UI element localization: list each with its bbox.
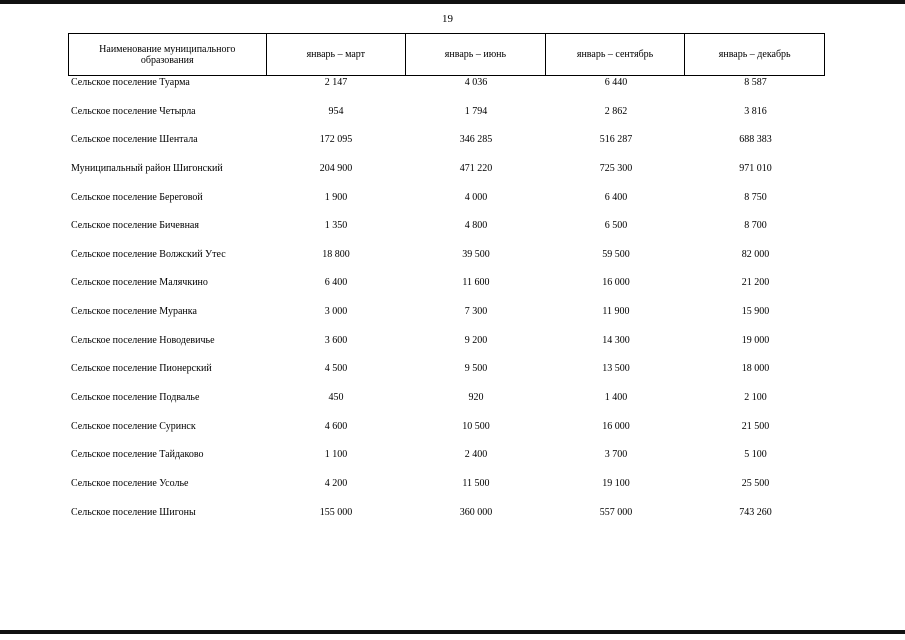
table-row bbox=[68, 163, 825, 192]
year-cell: 8 750 bbox=[744, 191, 767, 203]
q1-cell: 4 600 bbox=[324, 420, 348, 432]
h1-cell: 346 285 bbox=[459, 134, 493, 146]
name-cell: Сельское поселение Береговой bbox=[71, 191, 203, 203]
9m-cell: 1 400 bbox=[604, 392, 628, 404]
q1-cell: 1 100 bbox=[324, 449, 348, 461]
h1-cell: 10 500 bbox=[462, 420, 490, 432]
year-cell: 21 200 bbox=[741, 277, 770, 289]
table-row bbox=[68, 277, 825, 306]
table-row bbox=[68, 249, 825, 278]
9m-cell: 13 500 bbox=[602, 363, 630, 375]
h1-cell: 360 000 bbox=[459, 506, 493, 518]
q1-cell: 4 500 bbox=[324, 363, 348, 375]
year-cell: 21 500 bbox=[741, 420, 770, 432]
name-cell: Сельское поселение Подвалье bbox=[71, 392, 200, 404]
table-row bbox=[68, 77, 825, 106]
name-cell: Сельское поселение Суринск bbox=[71, 420, 196, 432]
year-cell: 743 260 bbox=[739, 506, 772, 518]
9m-cell: 725 300 bbox=[599, 162, 633, 174]
name-cell: Сельское поселение Тайдаково bbox=[71, 449, 204, 461]
h1-cell: 9 500 bbox=[464, 363, 488, 375]
year-cell: 2 100 bbox=[744, 392, 767, 404]
q1-cell: 450 bbox=[328, 392, 344, 404]
h1-cell: 4 800 bbox=[464, 220, 488, 232]
year-cell: 5 100 bbox=[744, 449, 767, 461]
9m-cell: 6 500 bbox=[604, 220, 628, 232]
h1-cell: 1 794 bbox=[464, 105, 488, 117]
name-cell: Сельское поселение Муранка bbox=[71, 306, 197, 318]
header-h1: январь – июнь bbox=[406, 34, 546, 75]
header-year: январь – декабрь bbox=[718, 49, 791, 60]
9m-cell: 557 000 bbox=[599, 506, 633, 518]
name-cell: Сельское поселение Волжский Утес bbox=[71, 248, 226, 260]
year-cell: 19 000 bbox=[741, 334, 770, 346]
name-cell: Сельское поселение Бичевная bbox=[71, 220, 199, 232]
table-body bbox=[68, 77, 825, 535]
header-municipality: Наименование муниципального образования bbox=[69, 34, 267, 75]
h1-cell: 9 200 bbox=[464, 334, 488, 346]
9m-cell: 19 100 bbox=[602, 477, 630, 489]
h1-cell: 39 500 bbox=[462, 248, 490, 260]
table-row bbox=[68, 335, 825, 364]
9m-cell: 516 287 bbox=[599, 134, 633, 146]
table-header bbox=[68, 33, 825, 76]
9m-cell: 59 500 bbox=[602, 248, 630, 260]
h1-cell: 4 000 bbox=[464, 191, 488, 203]
name-cell: Сельское поселение Шентала bbox=[71, 134, 198, 146]
year-cell: 971 010 bbox=[739, 162, 772, 174]
table-row bbox=[68, 507, 825, 536]
q1-cell: 954 bbox=[328, 105, 344, 117]
9m-cell: 14 300 bbox=[602, 334, 630, 346]
top-rule bbox=[0, 0, 905, 4]
table-row bbox=[68, 106, 825, 135]
q1-cell: 6 400 bbox=[324, 277, 348, 289]
h1-cell: 2 400 bbox=[464, 449, 488, 461]
name-cell: Сельское поселение Туарма bbox=[71, 77, 190, 88]
9m-cell: 6 440 bbox=[604, 77, 628, 88]
year-cell: 82 000 bbox=[741, 248, 770, 260]
name-cell: Сельское поселение Новодевичье bbox=[71, 334, 215, 346]
9m-cell: 16 000 bbox=[602, 420, 630, 432]
table-row bbox=[68, 392, 825, 421]
name-cell: Сельское поселение Четырла bbox=[71, 105, 196, 117]
year-cell: 3 816 bbox=[744, 105, 767, 117]
h1-cell: 11 500 bbox=[462, 477, 490, 489]
name-cell: Сельское поселение Шигоны bbox=[71, 506, 196, 518]
table-row bbox=[68, 449, 825, 478]
q1-cell: 2 147 bbox=[324, 77, 348, 88]
table-row bbox=[68, 134, 825, 163]
table-row bbox=[68, 220, 825, 249]
h1-cell: 11 600 bbox=[462, 277, 490, 289]
name-cell: Сельское поселение Малячкино bbox=[71, 277, 208, 289]
name-cell: Муниципальный район Шигонский bbox=[71, 162, 223, 174]
h1-cell: 920 bbox=[468, 392, 484, 404]
q1-cell: 172 095 bbox=[319, 134, 353, 146]
h1-cell: 471 220 bbox=[459, 162, 493, 174]
year-cell: 8 587 bbox=[744, 77, 767, 88]
q1-cell: 3 000 bbox=[324, 306, 348, 318]
9m-cell: 3 700 bbox=[604, 449, 628, 461]
year-cell: 25 500 bbox=[741, 477, 770, 489]
year-cell: 18 000 bbox=[741, 363, 770, 375]
q1-cell: 3 600 bbox=[324, 334, 348, 346]
q1-cell: 1 350 bbox=[324, 220, 348, 232]
page-number: 19 bbox=[442, 13, 453, 25]
q1-cell: 18 800 bbox=[322, 248, 350, 260]
9m-cell: 11 900 bbox=[602, 306, 630, 318]
q1-cell: 4 200 bbox=[324, 477, 348, 489]
year-cell: 15 900 bbox=[741, 306, 770, 318]
9m-cell: 2 862 bbox=[604, 105, 628, 117]
9m-cell: 16 000 bbox=[602, 277, 630, 289]
h1-cell: 7 300 bbox=[464, 306, 488, 318]
table-row bbox=[68, 363, 825, 392]
year-cell: 8 700 bbox=[744, 220, 767, 232]
table-row bbox=[68, 421, 825, 450]
header-q1: январь – март bbox=[267, 34, 407, 75]
q1-cell: 155 000 bbox=[319, 506, 353, 518]
bottom-rule bbox=[0, 630, 905, 634]
header-9m: январь – сентябрь bbox=[546, 34, 686, 75]
table-row bbox=[68, 192, 825, 221]
table-row bbox=[68, 306, 825, 335]
name-cell: Сельское поселение Усолье bbox=[71, 477, 189, 489]
9m-cell: 6 400 bbox=[604, 191, 628, 203]
h1-cell: 4 036 bbox=[464, 77, 488, 88]
q1-cell: 204 900 bbox=[319, 162, 353, 174]
q1-cell: 1 900 bbox=[324, 191, 348, 203]
name-cell: Сельское поселение Пионерский bbox=[71, 363, 212, 375]
table-row bbox=[68, 478, 825, 507]
year-cell: 688 383 bbox=[739, 134, 772, 146]
